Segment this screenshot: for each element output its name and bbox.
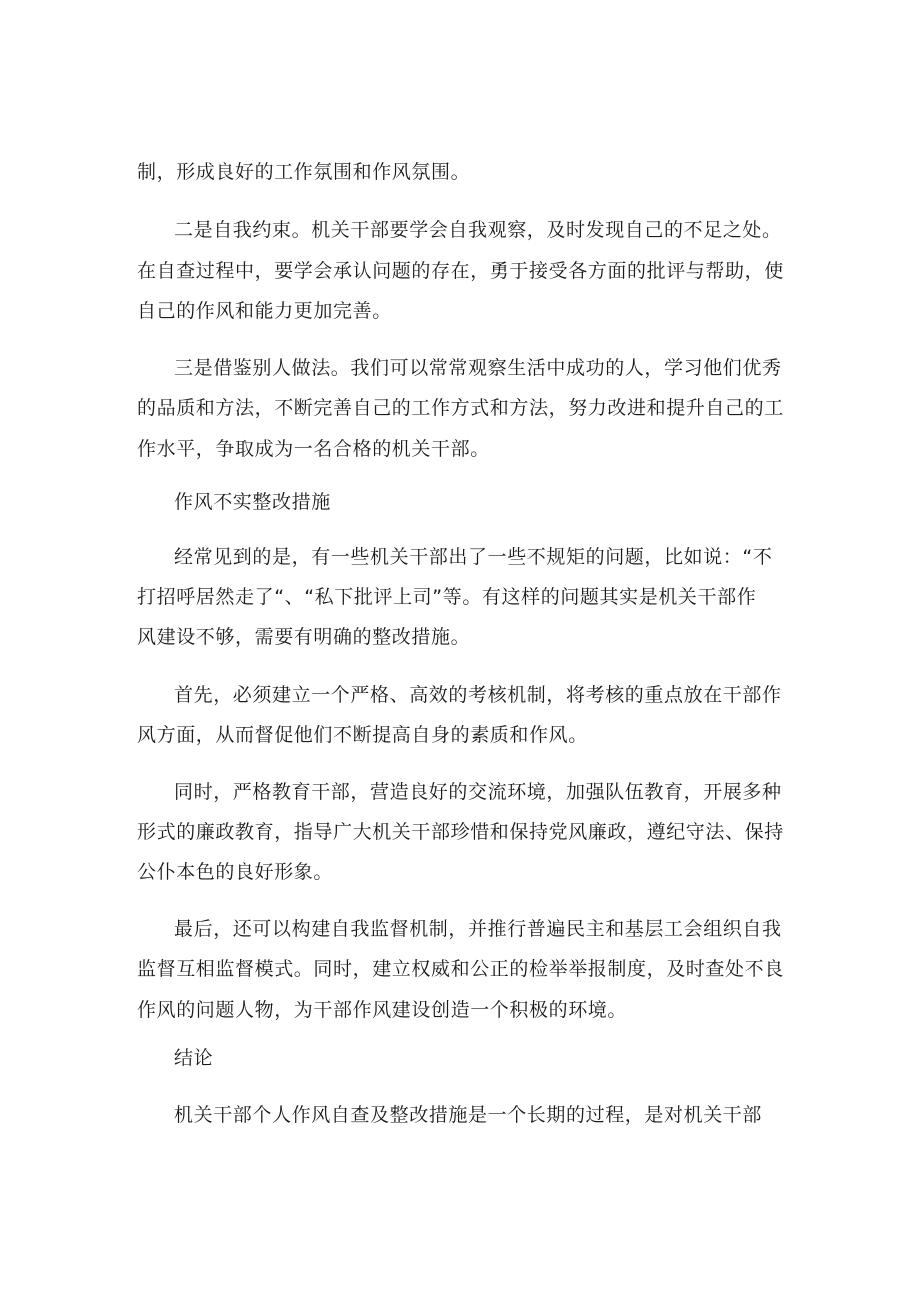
text-line: 机关干部个人作风自查及整改措施是一个长期的过程，是对机关干部 — [174, 1104, 763, 1126]
text-line: 制，形成良好的工作氛围和作风氛围。 — [137, 161, 471, 183]
text-line: 的品质和方法，不断完善自己的工作方式和方法，努力改进和提升自己的工 — [137, 397, 784, 419]
text-line: 最后，还可以构建自我监督机制，并推行普遍民主和基层工会组织自我 — [174, 918, 782, 940]
text-line: 监督互相监督模式。同时，建立权威和公正的检举举报制度，及时查处不良 — [137, 958, 784, 980]
text-line: 风方面，从而督促他们不断提高自身的素质和作风。 — [137, 724, 588, 746]
text-line: 形式的廉政教育，指导广大机关干部珍惜和保持党风廉政，遵纪守法、保持 — [137, 821, 784, 843]
text-line: 打招呼居然走了“、“私下批评上司”等。有这样的问题其实是机关干部作 — [137, 586, 757, 608]
text-line: 同时，严格教育干部，营造良好的交流环境，加强队伍教育，开展多种 — [174, 781, 782, 803]
text-line: 风建设不够，需要有明确的整改措施。 — [137, 626, 471, 648]
text-line: 三是借鉴别人做法。我们可以常常观察生活中成功的人，学习他们优秀 — [174, 357, 782, 379]
text-line: 在自查过程中，要学会承认问题的存在，勇于接受各方面的批评与帮助，使 — [137, 260, 784, 282]
text-line: 二是自我约束。机关干部要学会自我观察，及时发现自己的不足之处。 — [174, 219, 782, 241]
text-line: 公仆本色的良好形象。 — [137, 861, 334, 883]
text-line: 首先，必须建立一个严格、高效的考核机制，将考核的重点放在干部作 — [174, 684, 782, 706]
text-line: 作风的问题人物，为干部作风建设创造一个积极的环境。 — [137, 999, 628, 1021]
text-line: 作水平，争取成为一名合格的机关干部。 — [137, 438, 490, 460]
text-line: 自己的作风和能力更加完善。 — [137, 300, 392, 322]
text-line: 经常见到的是，有一些机关干部出了一些不规矩的问题，比如说：“不 — [174, 546, 773, 568]
section-heading: 结论 — [174, 1047, 214, 1069]
section-heading: 作风不实整改措施 — [174, 491, 331, 513]
